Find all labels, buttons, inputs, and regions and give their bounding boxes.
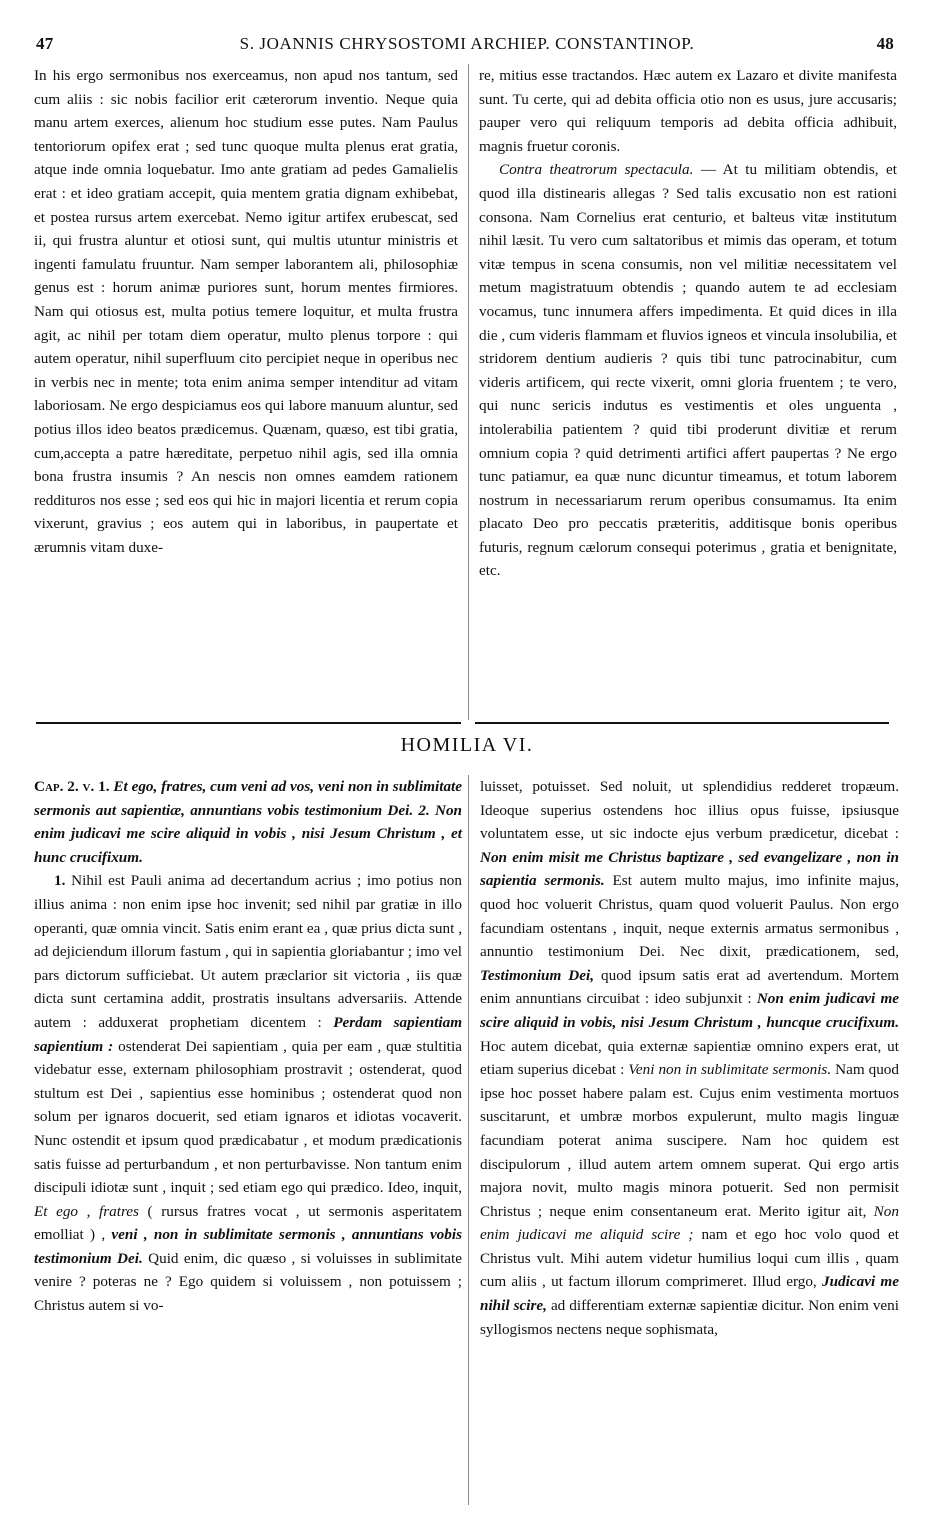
paragraph-number: 1. (54, 872, 66, 890)
bottom-right-column (480, 775, 899, 1341)
quote-veni-non: Veni non in sublimitate sermonis. (624, 1061, 832, 1079)
commentary-paragraph-1 (34, 869, 462, 1317)
quote-non-enim-judicavi: Non enim judicavi me scire aliquid in vobis, nisi Jesum Christum , huncque crucifixum. (480, 990, 900, 1031)
page-number-right: 48 (876, 34, 894, 53)
top-right-paragraph-1: re, mitius esse tractandos. Hæc autem ex Lazaro et divite manifesta sunt. Tu certe, qui ad debita officia otio non es usus, jure accusaris; pauper vero qui reliquum temporis ad debita officia adhibuit, magnis fruetur coronis. (479, 67, 897, 155)
commentary-text-e: luisset, potuisset. Sed noluit, ut splendidius redderet tropæum. Ideoque superius ostendens hoc illius opus fuisse, ipsiusque voluntatem esse, ut sic indocte ejus verbum prædicetur, dicebat : (480, 778, 899, 843)
quote-non-enim-misit: Non enim misit me Christus baptizare , sed evangelizare , non in sapientia sermonis. (480, 848, 899, 890)
quote-perdam: Perdam sapientiam sapientium : (34, 1013, 463, 1055)
homily-title: HOMILIA VI. (400, 734, 534, 756)
theatre-text: — At tu militiam obtendis, et quod illa distinearis allegas ? Sed talis excusatio non est rationi consona. Nam Cornelius erat centurio, et balteus vitæ institutum nihil læsit. Tu vero cum saltatoribus et mimis das operam, et totum vitæ tempus in scena consumis, non vel militiæ necessitatem vel metum magistratuum obtendis ; quando autem te ad ecclesiam vocamus, tunc innumera affers impedimenta. Et quid dices in illa die , cum videris flammam et fluvios igneos et vincula insolubilia, et stridorem dentium audieris ? quis tibi tunc patrocinabitur, cum videris artificem, qui recte vixerit, omni gloria fruentem ; te vero, qui nunc sericis indutus es vestimentis et oles unguenta , intolerabilia patientem ? quid tibi proderunt divitiæ et rerum omnium copia ? quid detrimenti artifici affert paupertas ? Ne ergo tunc patiamur, ea quæ nunc dicuntur timeamus, et totum laborem nostrum in necessariarum rerum operibus consumamus. Ita enim placato Deo pro peccatis præteritis, additisque bonis operibus futuris, regnum cælorum consequi poterimus , gratia et benignitate, etc. (479, 161, 897, 580)
commentary-text-g: quod ipsum satis erat ad avertendum. Mortem enim annuntians circuibat : ideo subjunxit : (480, 966, 900, 1008)
column-divider-bottom (468, 775, 469, 1505)
commentary-paragraph-2 (480, 775, 899, 1341)
commentary-text-c: ( rursus fratres vocat , ut sermonis asperitatem emolliat ) , (34, 1202, 462, 1244)
scripture-heading (34, 775, 462, 869)
commentary-text-k: ad differentiam externæ sapientiæ dicitur. Non enim veni syllogismos nectens neque sophismata, (480, 1297, 899, 1338)
commentary-text-b: ostenderat Dei sapientiam , quia per eam , quæ stultitia videbatur esse, externam philosophiam prostravit ; ostenderat, quod stultum est Dei , sapientius esse hominibus ; ostenderat quod non solum per ignaros docuerit, sed etiam ignaros et idiotas vocaverit. Nunc ostendit et ipsum quod prædicabatur , et modum prædicationis satis fuisse ad perturbandum , et non perturbavisse. Non tantum enim discipuli idiotæ sunt , inquit ; sed etiam ego qui prædico. Ideo, inquit, (34, 1037, 462, 1197)
running-title: S. JOANNIS CHRYSOSTOMI ARCHIEP. CONSTANTINOP. (239, 34, 695, 53)
section-heading-theatre: Contra theatrorum spectacula. (499, 161, 694, 179)
chapter-verse-label: Cap. 2. v. 1. (34, 778, 110, 795)
quote-nihil-scire: Judicavi me nihil scire, (480, 1273, 899, 1315)
column-divider-top (468, 64, 469, 720)
top-left-paragraph: In his ergo sermonibus nos exerceamus, non apud nos tantum, sed cum aliis : sic nobis facilior erit cæterorum inventio. Neque quia manu artem exerces, alienum hoc studium esse putes. Nam Paulus tentoriorum opifex erat ; sed tunc quoque multa plenus erat gratia, atque inde omnia loquebatur. Imo ante gratiam ad pedes Gamalielis erat : et ideo gratiam accepit, quia mentem gratia dignam exhibebat, et postea rursus artem exercebat. Nemo igitur artifex erubescat, sed ii, qui frustra aluntur et otiosi sunt, qui multis utuntur ministris et ingenti famulatu fruuntur. Nam semper laborantem ali, philosophiæ genus est : horum animæ puriores sunt, horum mentes firmiores. Nam qui otiosus est, multa potius temere loquitur, et multa frustra agit, ac nihil per totam diem operatur, multo plenus torpore : qui autem operatur, nihil superfluum cito percipiet neque in operibus nec in verbis nec in mente; tota enim anima semper intenditur ad vitam laboriosam. Ne ergo despiciamus eos qui labore manuum aluntur, sed potius illos ideo beatos prædicemus. Quænam, quæso, est tibi gratia, cum,accepta a patre hæreditate, perpetuo nihil agis, sed illa omnia bona frustra insumis ? An nescis non omnes eamdem rationem reddituros nos esse ; sed eos qui hic in majori licentia et rerum copia vixerunt, gravius ; eos autem qui in laboribus, in paupertate et ærumnis vitam duxe- (34, 67, 458, 556)
quote-veni: veni , non in sublimitate sermonis , annuntians vobis testimonium Dei. (34, 1226, 462, 1267)
quote-aliquid-scire: Non enim judicavi me aliquid scire ; (480, 1202, 899, 1244)
quote-et-ego: Et ego , fratres (34, 1202, 139, 1220)
quote-testimonium: Testimonium Dei, (480, 966, 595, 984)
commentary-text-f: Est autem multo majus, imo infinite majus, quod hoc voluerit Christus, quam quod voluerit Paulus. Non ergo facundiam ostentans , inquit, neque externis armatus sermonibus , annuntio testimonium Dei. Nec dixit, prædicationem, sed, (480, 872, 899, 961)
bottom-left-column (34, 775, 462, 1318)
scripture-text: Et ego, fratres, cum veni ad vos, veni non in sublimitate sermonis aut sapientiæ, annuntians vobis testimonium Dei. 2. Non enim judicavi me scire aliquid in vobis , nisi Jesum Christum , et hunc crucifixum. (34, 778, 462, 866)
commentary-text-d: Quid enim, dic quæso , si voluisses in sublimitate venire ? poteras ne ? Ego quidem si voluissem , non potuissem ; Christus autem si vo- (34, 1249, 462, 1315)
top-right-paragraph-2 (479, 158, 897, 583)
commentary-text-a: Nihil est Pauli anima ad decertandum acrius ; imo potius non illius anima : non enim ipse hoc invenit; sed nihil par gratiæ in illo operanti, quæ omnia vincit. Satis enim erant ea , quæ prius dicta sunt , ad dejiciendum illorum fastum , qui in sapientia gloriabantur ; imo vel pars dictorum sufficiebat. Ut autem præclarior sit victoria , iis quæ dicta sunt certamina addit, prostratis insultans adversariis. Attende autem : adduxerat prophetiam dicentem : (34, 872, 462, 1031)
commentary-text-i: Nam quod ipse hoc posset habere palam est. Cujus enim vestimenta mortuos suscitarunt, et umbræ morbos expulerunt, multo magis linguæ facundiam poterat anima suscipere. Nam hoc quidem est discipulorum , illud autem artem omnem superat. Qui ergo artis majora novit, multo magis minora potuerit. Sed non permisit Christus ; neque enim consentaneum erat. Merito igitur ait, (480, 1061, 899, 1220)
page-number-left: 47 (36, 34, 54, 53)
top-right-column (479, 64, 897, 583)
section-rule-right (475, 722, 889, 724)
commentary-text-j: nam et ego hoc volo quod et Christus vult. Mihi autem videtur humilius loqui cum illis , quam cum aliis , ut factum illorum comprimeret. Illud ergo, (480, 1226, 899, 1291)
section-rule-left (36, 722, 461, 724)
running-header (32, 34, 902, 64)
top-left-column (34, 64, 458, 559)
commentary-text-h: Hoc autem dicebat, quia externæ sapientiæ omnino expers erat, ut etiam superius dicebat : (480, 1037, 899, 1079)
